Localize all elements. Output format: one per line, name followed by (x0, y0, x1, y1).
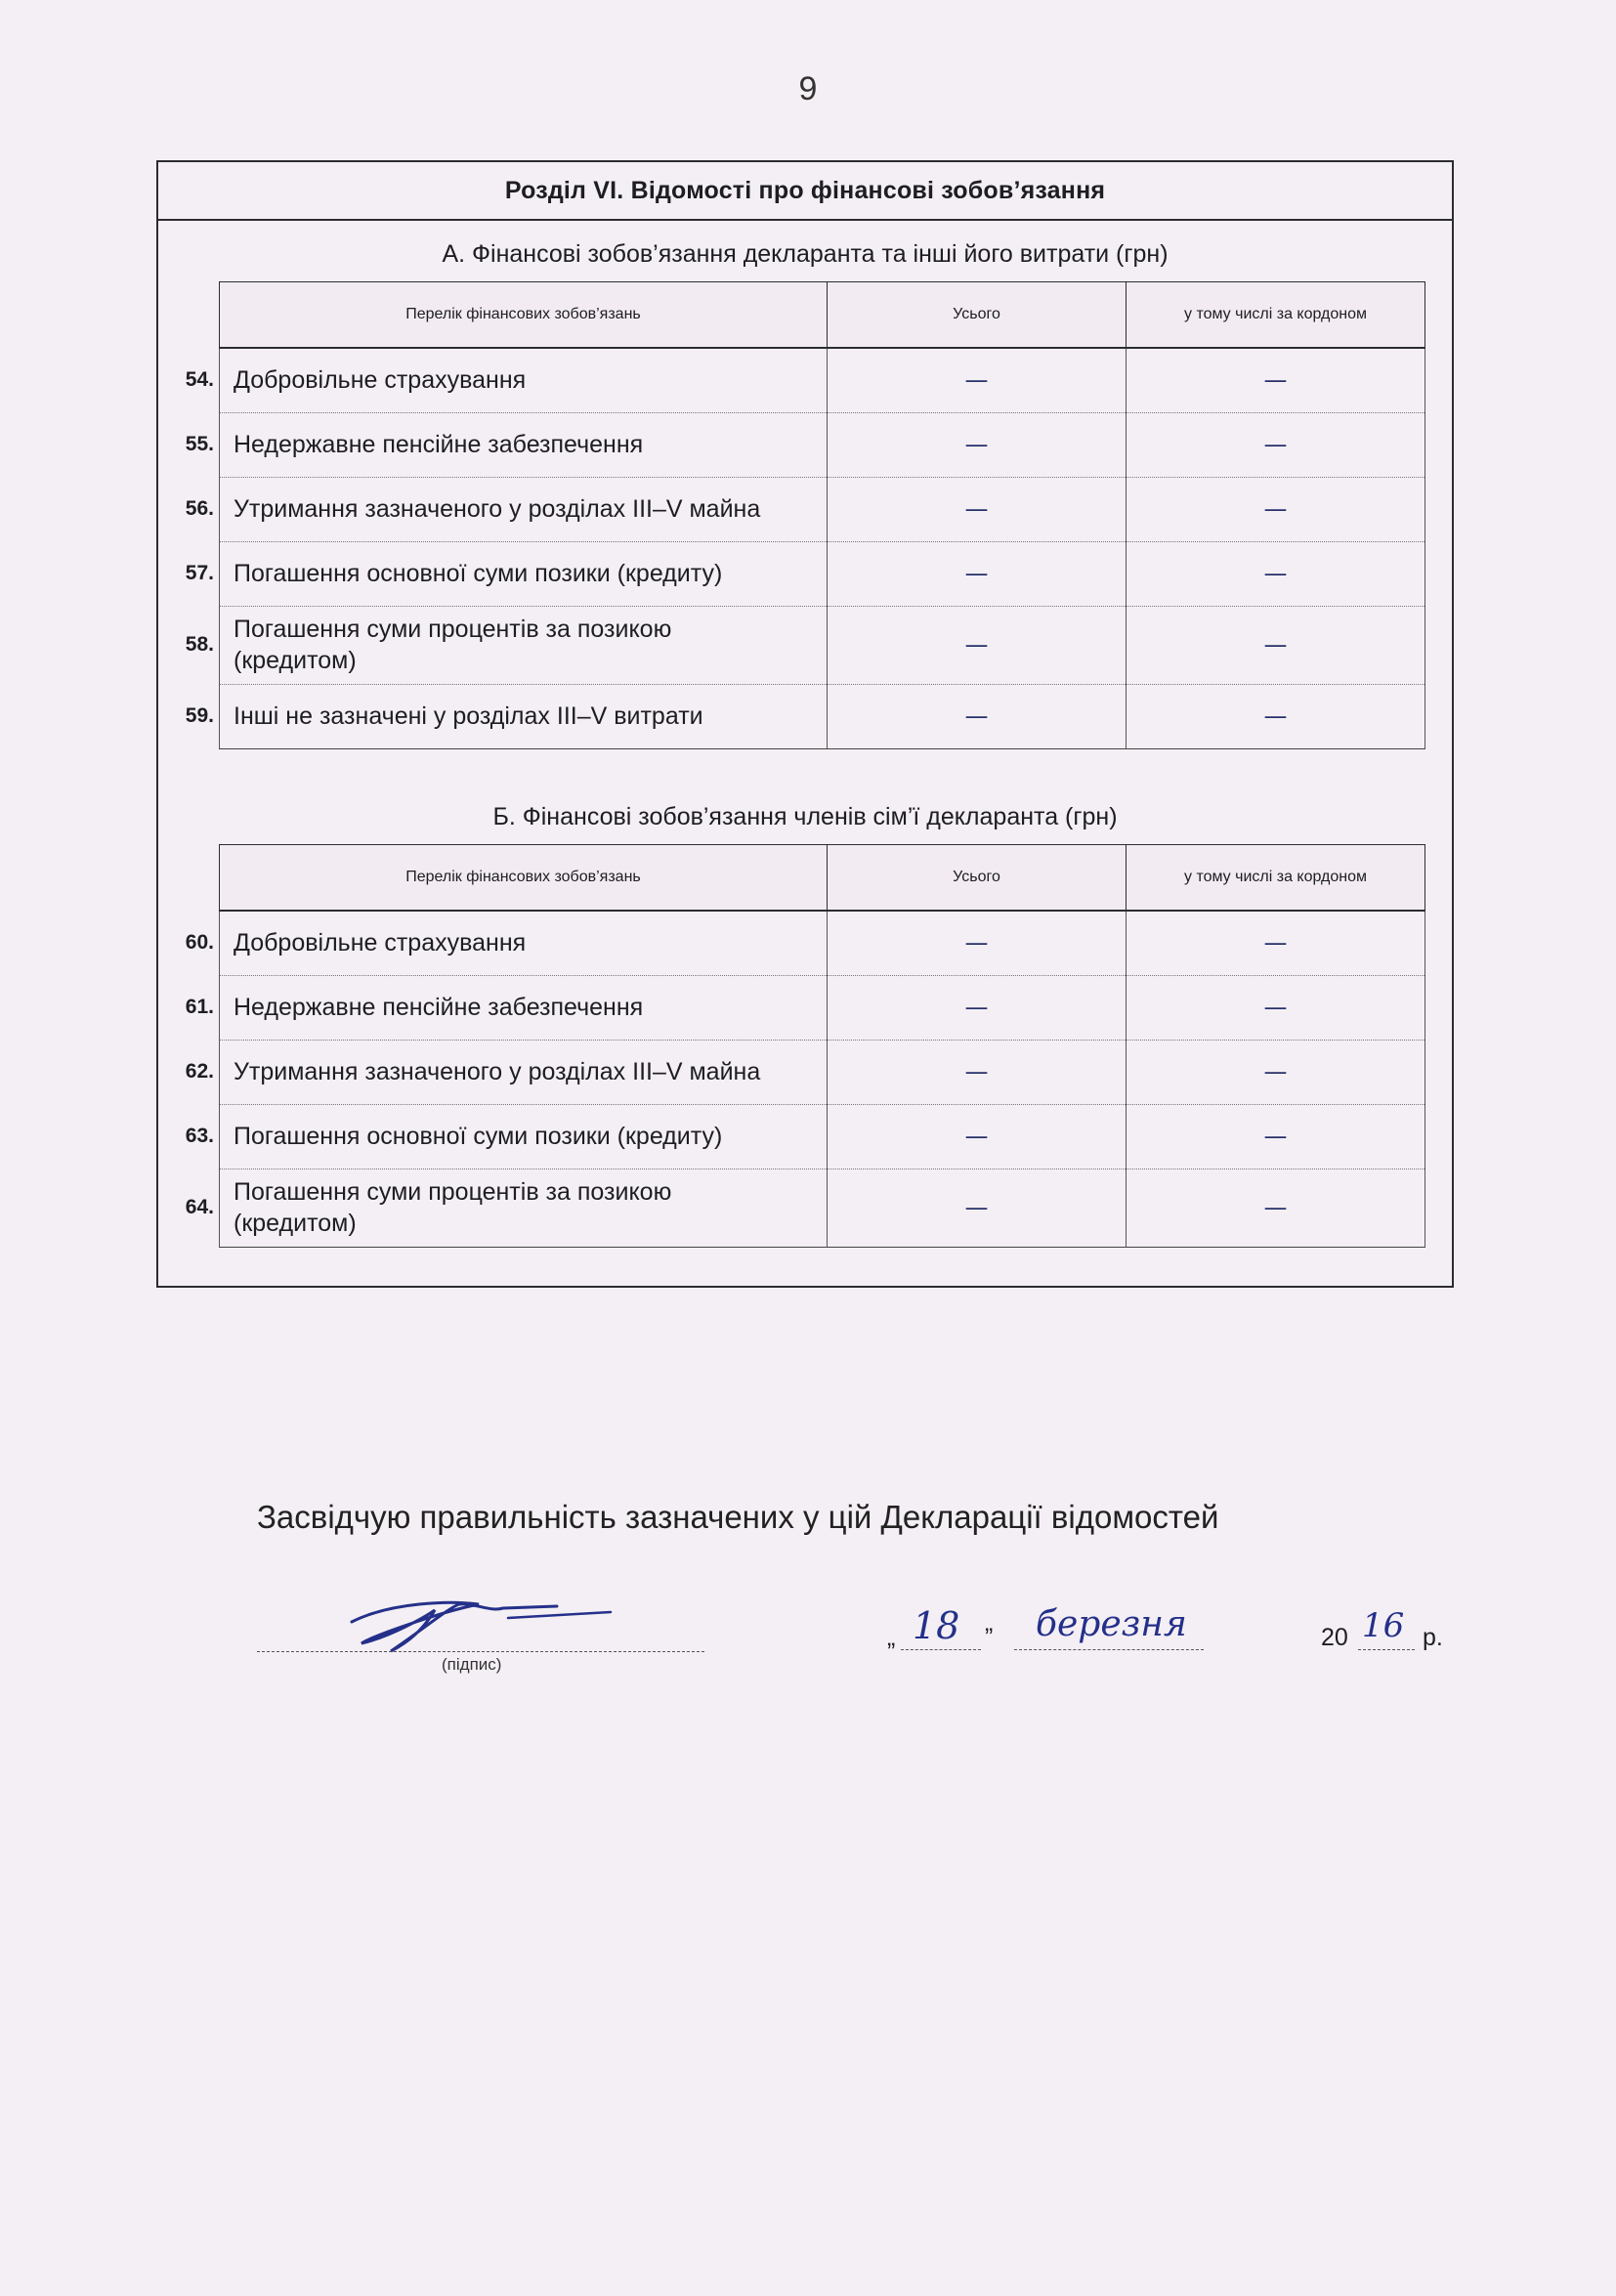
date-day: 18 (913, 1604, 960, 1647)
row-total-value: — (828, 541, 1127, 606)
part-a-table (185, 281, 1425, 749)
row-abroad-value: — (1127, 1169, 1425, 1247)
row-total-value: — (828, 412, 1127, 477)
row-number: 62. (185, 1060, 214, 1083)
table-row (220, 477, 1425, 541)
table-row (220, 1040, 1425, 1104)
date-month: березня (1036, 1604, 1187, 1644)
section-title: Розділ VI. Відомості про фінансові зобов’язання (158, 162, 1452, 221)
row-number: 64. (185, 1196, 214, 1218)
row-label: Погашення основної суми позики (кредиту) (234, 1122, 723, 1150)
row-label: Добровільне страхування (234, 365, 527, 394)
row-abroad-value: — (1127, 541, 1425, 606)
date-year-abbrev: р. (1423, 1624, 1443, 1651)
column-header-abroad: у тому числі за кордоном (1127, 845, 1425, 912)
row-number: 57. (185, 562, 214, 584)
row-number: 54. (185, 368, 214, 392)
table-row (220, 1104, 1425, 1169)
row-total-value: — (828, 684, 1127, 748)
date-year-prefix: 20 (1321, 1624, 1348, 1651)
table-row (220, 911, 1425, 975)
column-header-abroad: у тому числі за кордоном (1127, 282, 1425, 349)
signature-caption: (підпис) (442, 1655, 502, 1674)
row-abroad-value: — (1127, 684, 1425, 748)
row-total-value: — (828, 1104, 1127, 1169)
row-number: 55. (185, 433, 214, 455)
row-total-value: — (828, 606, 1127, 684)
row-label-cell (185, 477, 828, 541)
page-number: 9 (798, 70, 818, 107)
row-label-cell (185, 606, 828, 684)
row-label: Недержавне пенсійне забезпечення (234, 430, 644, 458)
date-close-quote: ” (985, 1624, 994, 1651)
row-number: 63. (185, 1125, 214, 1147)
column-header-total: Усього (828, 282, 1127, 349)
row-label: Утримання зазначеного у розділах III–V майна (234, 1057, 761, 1085)
row-total-value: — (828, 348, 1127, 412)
row-label-cell (185, 1169, 828, 1247)
table-row (220, 541, 1425, 606)
row-number: 56. (185, 497, 214, 520)
row-label-cell (185, 975, 828, 1040)
table-row (220, 684, 1425, 748)
row-label: Утримання зазначеного у розділах III–V майна (234, 494, 761, 523)
row-abroad-value: — (1127, 412, 1425, 477)
attestation-statement: Засвідчую правильність зазначених у цій Декларації відомостей (257, 1499, 1219, 1535)
row-number: 58. (185, 633, 214, 656)
signature-line (257, 1651, 704, 1652)
column-header-total: Усього (828, 845, 1127, 912)
row-number: 60. (185, 931, 214, 955)
row-abroad-value: — (1127, 975, 1425, 1040)
table-header-row (220, 282, 1425, 349)
row-total-value: — (828, 477, 1127, 541)
part-b-table (185, 844, 1425, 1248)
date-year-suffix: 16 (1362, 1606, 1405, 1645)
row-abroad-value: — (1127, 1104, 1425, 1169)
month-line (1014, 1649, 1204, 1650)
handwritten-signature (332, 1583, 625, 1661)
row-number: 61. (185, 996, 214, 1018)
row-label-cell (185, 1040, 828, 1104)
column-header-list: Перелік фінансових зобов’язань (220, 282, 828, 349)
table-row (220, 606, 1425, 684)
row-label: Погашення суми процентів за позикою (кредитом) (234, 1178, 672, 1237)
table-row (220, 975, 1425, 1040)
row-label-cell (185, 348, 828, 412)
row-label-cell (185, 911, 828, 975)
row-total-value: — (828, 1169, 1127, 1247)
part-b-title: Б. Фінансові зобов’язання членів сім’ї декларанта (грн) (492, 803, 1118, 830)
part-a-title: А. Фінансові зобов’язання декларанта та інші його витрати (грн) (442, 240, 1169, 268)
row-abroad-value: — (1127, 911, 1425, 975)
row-label: Погашення основної суми позики (кредиту) (234, 559, 723, 587)
table-row (220, 1169, 1425, 1247)
day-line (901, 1649, 981, 1650)
row-label-cell (185, 412, 828, 477)
row-label: Інші не зазначені у розділах III–V витрати (234, 702, 703, 730)
row-label: Добровільне страхування (234, 928, 527, 957)
section-frame (156, 160, 1454, 1288)
table-row (220, 412, 1425, 477)
row-abroad-value: — (1127, 477, 1425, 541)
date-open-quote: „ (887, 1624, 896, 1651)
row-abroad-value: — (1127, 348, 1425, 412)
column-header-list: Перелік фінансових зобов’язань (220, 845, 828, 912)
row-total-value: — (828, 975, 1127, 1040)
row-label-cell (185, 1104, 828, 1169)
row-number: 59. (185, 704, 214, 727)
row-total-value: — (828, 911, 1127, 975)
row-label-cell (185, 541, 828, 606)
table-row (220, 348, 1425, 412)
row-label-cell (185, 684, 828, 748)
table-header-row (220, 845, 1425, 912)
date-block (879, 1602, 1466, 1661)
row-label: Недержавне пенсійне забезпечення (234, 993, 644, 1021)
row-abroad-value: — (1127, 606, 1425, 684)
row-total-value: — (828, 1040, 1127, 1104)
row-label: Погашення суми процентів за позикою (кредитом) (234, 616, 672, 674)
row-abroad-value: — (1127, 1040, 1425, 1104)
year-line (1358, 1649, 1415, 1650)
